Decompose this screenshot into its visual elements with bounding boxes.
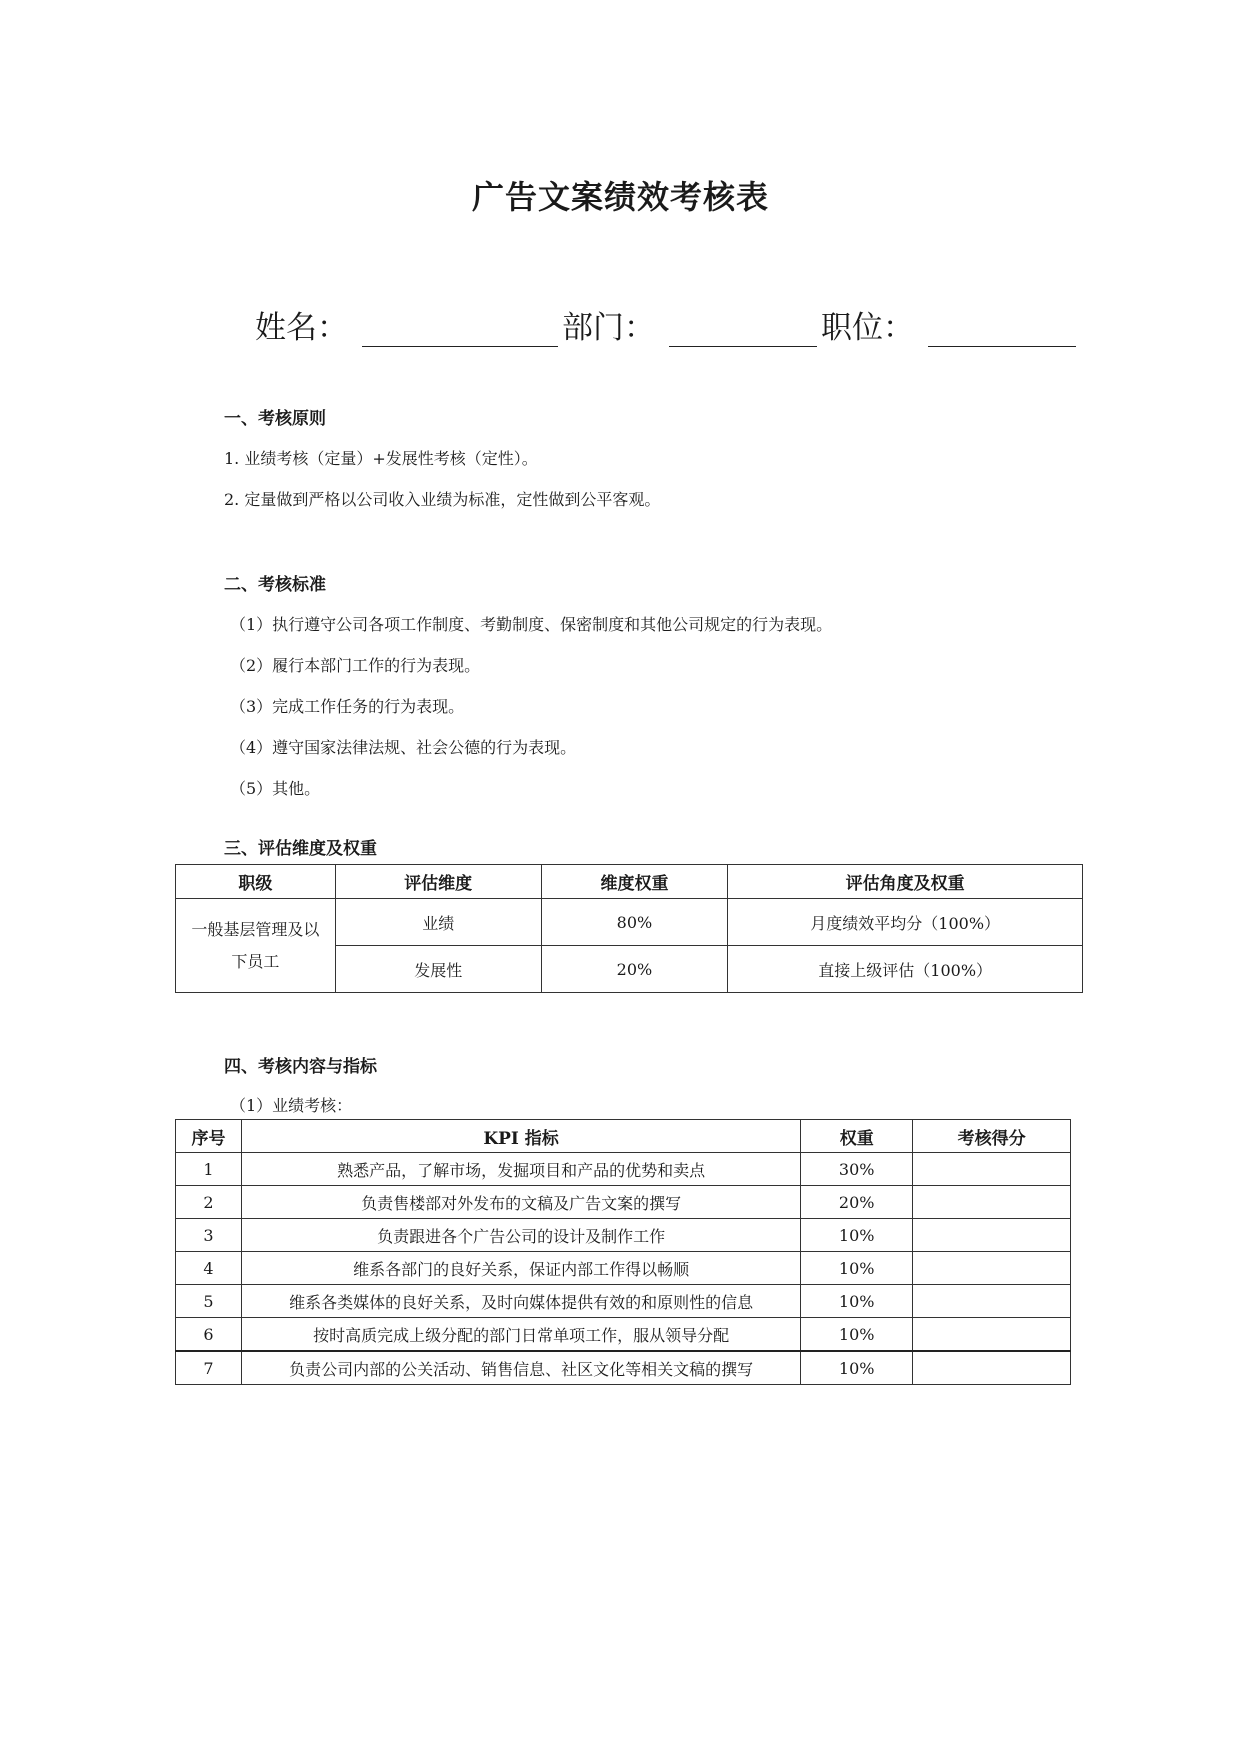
section1-heading: 一、考核原则 (224, 409, 326, 429)
weight-cell: 10% (801, 1351, 913, 1385)
row-number: 7 (176, 1351, 242, 1385)
kpi-cell: 维系各部门的良好关系，保证内部工作得以畅顺 (241, 1252, 800, 1285)
section4-subheading: （1）业绩考核： (230, 1096, 353, 1115)
score-cell[interactable] (913, 1318, 1071, 1352)
table-header-row (176, 865, 1083, 899)
document-title: 广告文案绩效考核表 (471, 178, 769, 216)
angle-cell: 月度绩效平均分（100%） (728, 899, 1083, 946)
kpi-cell: 负责跟进各个广告公司的设计及制作工作 (241, 1219, 800, 1252)
row-number: 5 (176, 1285, 242, 1318)
weight-cell: 10% (801, 1252, 913, 1285)
row-number: 6 (176, 1318, 242, 1352)
section3-heading: 三、评估维度及权重 (224, 839, 377, 859)
employee-info-line (255, 302, 1080, 347)
dimension-cell: 业绩 (335, 899, 541, 946)
position-blank[interactable] (928, 316, 1076, 347)
table-row (176, 1252, 1071, 1285)
principle-item: 1. 业绩考核（定量）+发展性考核（定性）。 (224, 449, 538, 468)
table-row (176, 1219, 1071, 1252)
principle-item: 2. 定量做到严格以公司收入业绩为标准，定性做到公平客观。 (224, 490, 661, 509)
weight-cell: 80% (541, 899, 728, 946)
dimension-weight-table (175, 864, 1083, 993)
angle-cell: 直接上级评估（100%） (728, 946, 1083, 993)
column-header: 权重 (801, 1120, 913, 1153)
standard-item: （4）遵守国家法律法规、社会公德的行为表现。 (230, 738, 577, 757)
kpi-cell: 负责公司内部的公关活动、销售信息、社区文化等相关文稿的撰写 (241, 1351, 800, 1385)
kpi-cell: 维系各类媒体的良好关系，及时向媒体提供有效的和原则性的信息 (241, 1285, 800, 1318)
score-cell[interactable] (913, 1351, 1071, 1385)
table-header-row (176, 1120, 1071, 1153)
table-row (176, 1186, 1071, 1219)
section2-heading: 二、考核标准 (224, 575, 326, 595)
name-label: 姓名： (255, 310, 348, 346)
column-header: 职级 (176, 865, 336, 899)
standard-item: （1）执行遵守公司各项工作制度、考勤制度、保密制度和其他公司规定的行为表现。 (230, 615, 833, 634)
name-blank[interactable] (362, 316, 558, 347)
weight-cell: 10% (801, 1219, 913, 1252)
weight-cell: 20% (801, 1186, 913, 1219)
table-row (176, 1153, 1071, 1186)
kpi-table (175, 1119, 1071, 1385)
standard-item: （2）履行本部门工作的行为表现。 (230, 656, 481, 675)
column-header: 评估角度及权重 (728, 865, 1083, 899)
column-header: KPI 指标 (241, 1120, 800, 1153)
column-header: 序号 (176, 1120, 242, 1153)
position-label: 职位： (821, 310, 914, 346)
table-row (176, 1351, 1071, 1385)
kpi-cell: 按时高质完成上级分配的部门日常单项工作，服从领导分配 (241, 1318, 800, 1352)
score-cell[interactable] (913, 1219, 1071, 1252)
weight-cell: 30% (801, 1153, 913, 1186)
kpi-cell: 熟悉产品，了解市场，发掘项目和产品的优势和卖点 (241, 1153, 800, 1186)
weight-cell: 20% (541, 946, 728, 993)
row-number: 3 (176, 1219, 242, 1252)
section4-heading: 四、考核内容与指标 (224, 1057, 377, 1077)
standard-item: （5）其他。 (230, 779, 321, 798)
kpi-cell: 负责售楼部对外发布的文稿及广告文案的撰写 (241, 1186, 800, 1219)
column-header: 考核得分 (913, 1120, 1071, 1153)
grade-cell: 一般基层管理及以下员工 (176, 899, 336, 993)
table-row (176, 1285, 1071, 1318)
score-cell[interactable] (913, 1186, 1071, 1219)
score-cell[interactable] (913, 1285, 1071, 1318)
column-header: 维度权重 (541, 865, 728, 899)
score-cell[interactable] (913, 1153, 1071, 1186)
row-number: 4 (176, 1252, 242, 1285)
table-row (176, 899, 1083, 946)
row-number: 1 (176, 1153, 242, 1186)
dimension-cell: 发展性 (335, 946, 541, 993)
department-label: 部门： (562, 310, 655, 346)
row-number: 2 (176, 1186, 242, 1219)
score-cell[interactable] (913, 1252, 1071, 1285)
standard-item: （3）完成工作任务的行为表现。 (230, 697, 465, 716)
table-row (176, 1318, 1071, 1352)
weight-cell: 10% (801, 1285, 913, 1318)
department-blank[interactable] (669, 316, 817, 347)
column-header: 评估维度 (335, 865, 541, 899)
weight-cell: 10% (801, 1318, 913, 1352)
